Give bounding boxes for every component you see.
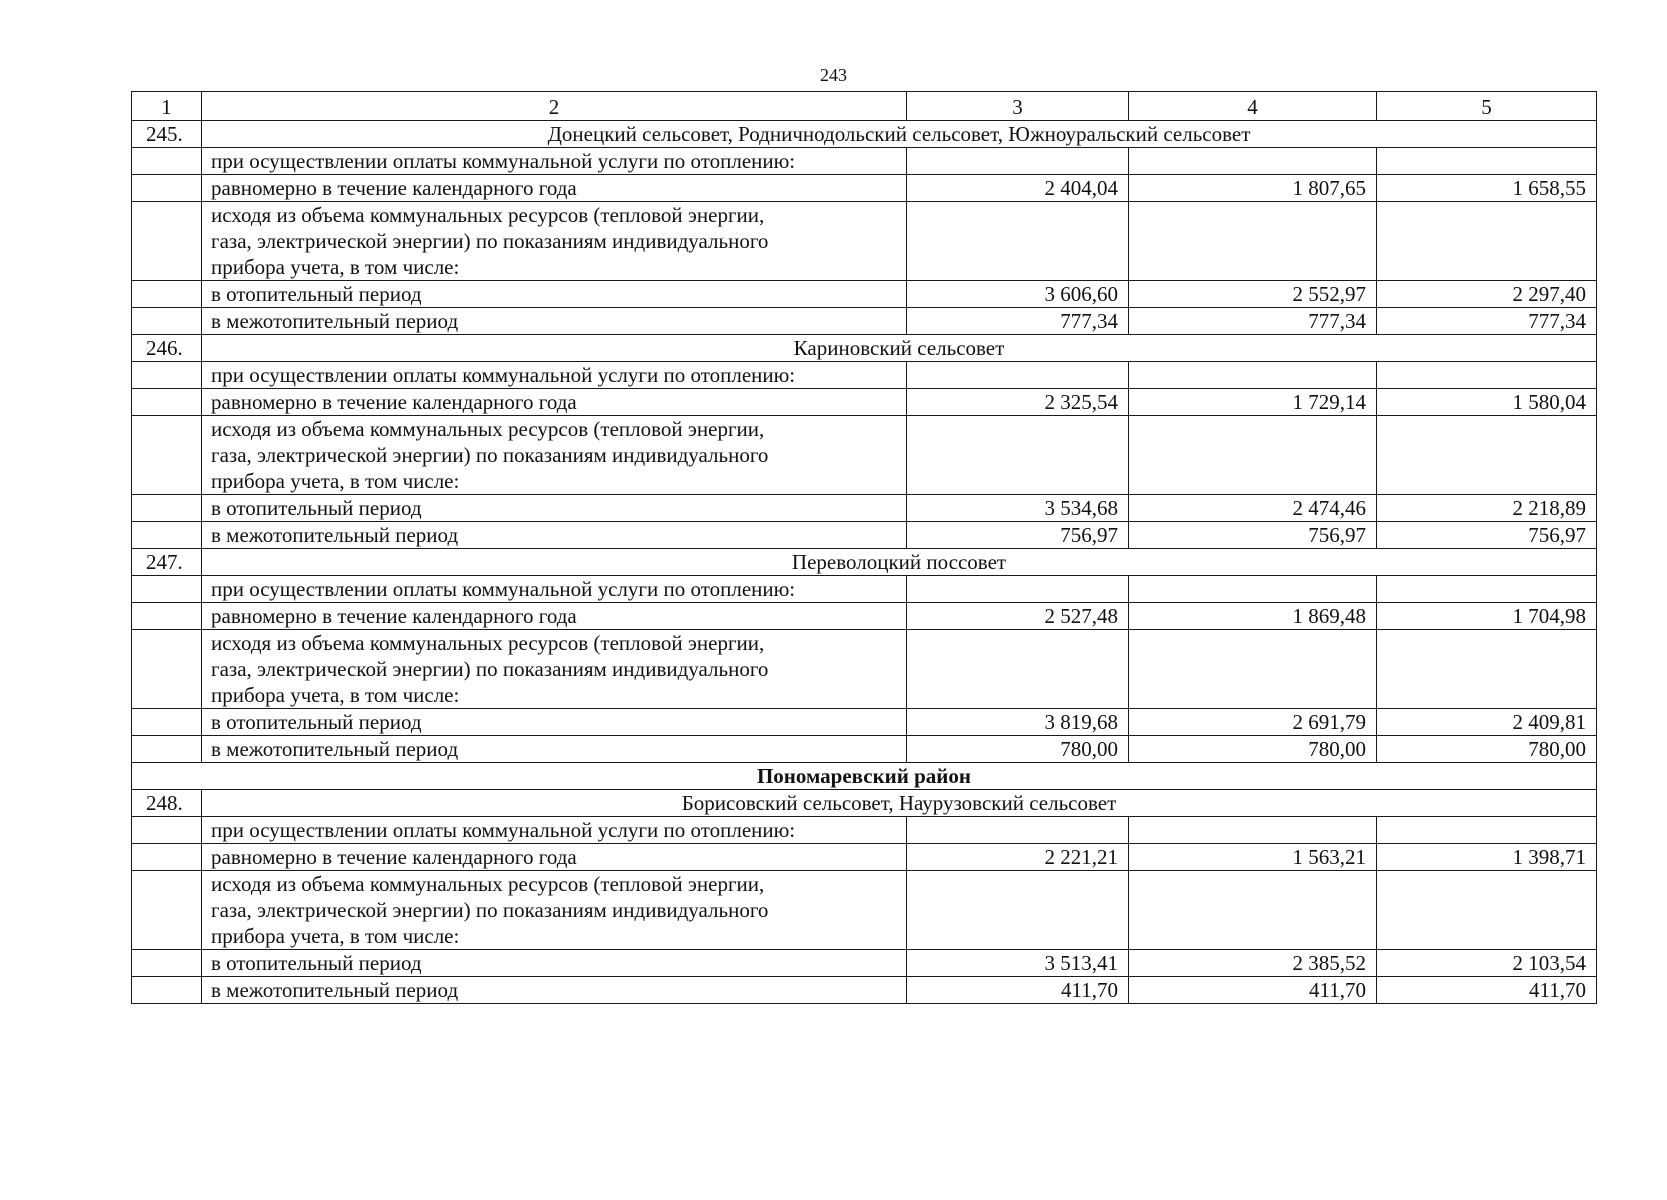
non-heating-period-row-label: в межотопительный период — [202, 308, 907, 335]
empty-num-cell — [132, 817, 202, 844]
uniform-payment-row-value-col5: 1 580,04 — [1377, 389, 1597, 416]
empty-num-cell — [132, 148, 202, 175]
metered-label-line-3: прибора учета, в том числе: — [211, 924, 460, 948]
empty-num-cell — [132, 576, 202, 603]
empty-num-cell — [132, 709, 202, 736]
metered-label-line-3: прибора учета, в том числе: — [211, 683, 460, 707]
non-heating-period-row-label: в межотопительный период — [202, 736, 907, 763]
uniform-payment-row-value-col4: 1 729,14 — [1129, 389, 1377, 416]
section-name: Борисовский сельсовет, Наурузовский сельсовет — [202, 790, 1597, 817]
empty-value-cell — [907, 416, 1129, 495]
payment-header-row — [132, 362, 1597, 389]
metered-label-line-3: прибора учета, в том числе: — [211, 469, 460, 493]
uniform-payment-row-value-col3: 2 221,21 — [907, 844, 1129, 871]
non-heating-period-row-value-col5: 777,34 — [1377, 308, 1597, 335]
heating-period-row-value-col3: 3 534,68 — [907, 495, 1129, 522]
payment-header-row-label: при осуществлении оплаты коммунальной услуги по отоплению: — [202, 362, 907, 389]
empty-value-cell — [907, 148, 1129, 175]
metered-label-line-2: газа, электрической энергии) по показаниям индивидуального — [211, 443, 769, 467]
payment-header-row-label: при осуществлении оплаты коммунальной услуги по отоплению: — [202, 817, 907, 844]
payment-header-row — [132, 148, 1597, 175]
heating-period-row-value-col5: 2 103,54 — [1377, 950, 1597, 977]
empty-value-cell — [1129, 362, 1377, 389]
non-heating-period-row-label: в межотопительный период — [202, 522, 907, 549]
empty-value-cell — [1377, 362, 1597, 389]
uniform-payment-row — [132, 175, 1597, 202]
uniform-payment-row-label: равномерно в течение календарного года — [202, 389, 907, 416]
empty-value-cell — [907, 576, 1129, 603]
non-heating-period-row — [132, 977, 1597, 1004]
column-number-header-row — [132, 92, 1597, 121]
metered-payment-row-label — [202, 630, 907, 709]
empty-num-cell — [132, 175, 202, 202]
heating-period-row-label: в отопительный период — [202, 950, 907, 977]
empty-value-cell — [1377, 148, 1597, 175]
metered-label-line-1: исходя из объема коммунальных ресурсов (тепловой энергии, — [211, 417, 765, 441]
non-heating-period-row — [132, 736, 1597, 763]
non-heating-period-row-value-col3: 411,70 — [907, 977, 1129, 1004]
metered-label-line-3: прибора учета, в том числе: — [211, 255, 460, 279]
metered-payment-row — [132, 202, 1597, 281]
empty-num-cell — [132, 603, 202, 630]
payment-header-row-label: при осуществлении оплаты коммунальной услуги по отоплению: — [202, 148, 907, 175]
metered-payment-row-label — [202, 416, 907, 495]
heating-period-row-label: в отопительный период — [202, 281, 907, 308]
uniform-payment-row — [132, 844, 1597, 871]
empty-value-cell — [1129, 630, 1377, 709]
metered-label-line-1: исходя из объема коммунальных ресурсов (тепловой энергии, — [211, 203, 765, 227]
metered-payment-row — [132, 871, 1597, 950]
section-number: 247. — [132, 549, 202, 576]
heating-period-row — [132, 281, 1597, 308]
empty-num-cell — [132, 844, 202, 871]
uniform-payment-row-value-col4: 1 807,65 — [1129, 175, 1377, 202]
non-heating-period-row-label: в межотопительный период — [202, 977, 907, 1004]
uniform-payment-row-value-col4: 1 563,21 — [1129, 844, 1377, 871]
uniform-payment-row-label: равномерно в течение календарного года — [202, 844, 907, 871]
empty-num-cell — [132, 522, 202, 549]
uniform-payment-row-value-col5: 1 658,55 — [1377, 175, 1597, 202]
metered-label-line-2: газа, электрической энергии) по показаниям индивидуального — [211, 657, 769, 681]
section-header-row — [132, 335, 1597, 362]
column-header-4: 4 — [1129, 92, 1377, 121]
non-heating-period-row-value-col4: 411,70 — [1129, 977, 1377, 1004]
metered-label-line-2: газа, электрической энергии) по показаниям индивидуального — [211, 229, 769, 253]
heating-period-row-label: в отопительный период — [202, 709, 907, 736]
heating-period-row-value-col4: 2 552,97 — [1129, 281, 1377, 308]
non-heating-period-row-value-col4: 780,00 — [1129, 736, 1377, 763]
non-heating-period-row-value-col4: 777,34 — [1129, 308, 1377, 335]
non-heating-period-row-value-col4: 756,97 — [1129, 522, 1377, 549]
empty-num-cell — [132, 950, 202, 977]
empty-value-cell — [1129, 817, 1377, 844]
empty-value-cell — [907, 871, 1129, 950]
empty-value-cell — [1377, 630, 1597, 709]
non-heating-period-row-value-col3: 780,00 — [907, 736, 1129, 763]
section-number: 246. — [132, 335, 202, 362]
heating-period-row-value-col4: 2 474,46 — [1129, 495, 1377, 522]
empty-num-cell — [132, 736, 202, 763]
empty-num-cell — [132, 308, 202, 335]
empty-value-cell — [1377, 202, 1597, 281]
tariff-table — [131, 91, 1597, 1004]
non-heating-period-row-value-col5: 411,70 — [1377, 977, 1597, 1004]
section-header-row — [132, 790, 1597, 817]
heating-period-row-label: в отопительный период — [202, 495, 907, 522]
empty-num-cell — [132, 202, 202, 281]
uniform-payment-row-value-col5: 1 704,98 — [1377, 603, 1597, 630]
column-header-3: 3 — [907, 92, 1129, 121]
uniform-payment-row-value-col3: 2 404,04 — [907, 175, 1129, 202]
uniform-payment-row-value-col4: 1 869,48 — [1129, 603, 1377, 630]
empty-num-cell — [132, 495, 202, 522]
uniform-payment-row-label: равномерно в течение календарного года — [202, 175, 907, 202]
uniform-payment-row-value-col3: 2 527,48 — [907, 603, 1129, 630]
section-header-row — [132, 121, 1597, 148]
empty-num-cell — [132, 871, 202, 950]
section-number: 248. — [132, 790, 202, 817]
empty-num-cell — [132, 389, 202, 416]
heating-period-row — [132, 709, 1597, 736]
heating-period-row-value-col5: 2 218,89 — [1377, 495, 1597, 522]
empty-num-cell — [132, 630, 202, 709]
uniform-payment-row — [132, 603, 1597, 630]
district-heading: Пономаревский район — [132, 763, 1597, 790]
metered-label-line-1: исходя из объема коммунальных ресурсов (тепловой энергии, — [211, 872, 765, 896]
empty-value-cell — [907, 362, 1129, 389]
empty-num-cell — [132, 281, 202, 308]
empty-value-cell — [1129, 148, 1377, 175]
column-header-1: 1 — [132, 92, 202, 121]
heating-period-row-value-col3: 3 819,68 — [907, 709, 1129, 736]
tariff-table-container — [131, 91, 1596, 1004]
payment-header-row — [132, 817, 1597, 844]
non-heating-period-row-value-col3: 777,34 — [907, 308, 1129, 335]
payment-header-row — [132, 576, 1597, 603]
metered-payment-row-label — [202, 871, 907, 950]
non-heating-period-row-value-col3: 756,97 — [907, 522, 1129, 549]
metered-label-line-2: газа, электрической энергии) по показаниям индивидуального — [211, 898, 769, 922]
empty-value-cell — [1377, 416, 1597, 495]
heating-period-row-value-col4: 2 385,52 — [1129, 950, 1377, 977]
empty-value-cell — [1129, 871, 1377, 950]
empty-value-cell — [1129, 576, 1377, 603]
section-number: 245. — [132, 121, 202, 148]
non-heating-period-row — [132, 308, 1597, 335]
empty-value-cell — [1377, 871, 1597, 950]
metered-label-line-1: исходя из объема коммунальных ресурсов (тепловой энергии, — [211, 631, 765, 655]
non-heating-period-row — [132, 522, 1597, 549]
empty-num-cell — [132, 977, 202, 1004]
heating-period-row — [132, 495, 1597, 522]
heating-period-row-value-col3: 3 606,60 — [907, 281, 1129, 308]
page-number: 243 — [820, 65, 847, 85]
district-heading-row — [132, 763, 1597, 790]
empty-num-cell — [132, 416, 202, 495]
heating-period-row-value-col3: 3 513,41 — [907, 950, 1129, 977]
column-header-5: 5 — [1377, 92, 1597, 121]
uniform-payment-row-label: равномерно в течение календарного года — [202, 603, 907, 630]
uniform-payment-row-value-col5: 1 398,71 — [1377, 844, 1597, 871]
uniform-payment-row-value-col3: 2 325,54 — [907, 389, 1129, 416]
heating-period-row — [132, 950, 1597, 977]
non-heating-period-row-value-col5: 780,00 — [1377, 736, 1597, 763]
uniform-payment-row — [132, 389, 1597, 416]
empty-value-cell — [907, 630, 1129, 709]
empty-value-cell — [1377, 817, 1597, 844]
column-header-2: 2 — [202, 92, 907, 121]
heating-period-row-value-col4: 2 691,79 — [1129, 709, 1377, 736]
empty-value-cell — [1129, 416, 1377, 495]
empty-value-cell — [1129, 202, 1377, 281]
empty-value-cell — [907, 817, 1129, 844]
metered-payment-row — [132, 630, 1597, 709]
section-name: Кариновский сельсовет — [202, 335, 1597, 362]
payment-header-row-label: при осуществлении оплаты коммунальной услуги по отоплению: — [202, 576, 907, 603]
section-name: Переволоцкий поссовет — [202, 549, 1597, 576]
empty-num-cell — [132, 362, 202, 389]
empty-value-cell — [1377, 576, 1597, 603]
non-heating-period-row-value-col5: 756,97 — [1377, 522, 1597, 549]
heating-period-row-value-col5: 2 409,81 — [1377, 709, 1597, 736]
section-header-row — [132, 549, 1597, 576]
empty-value-cell — [907, 202, 1129, 281]
section-name: Донецкий сельсовет, Родничнодольский сельсовет, Южноуральский сельсовет — [202, 121, 1597, 148]
metered-payment-row-label — [202, 202, 907, 281]
heating-period-row-value-col5: 2 297,40 — [1377, 281, 1597, 308]
metered-payment-row — [132, 416, 1597, 495]
